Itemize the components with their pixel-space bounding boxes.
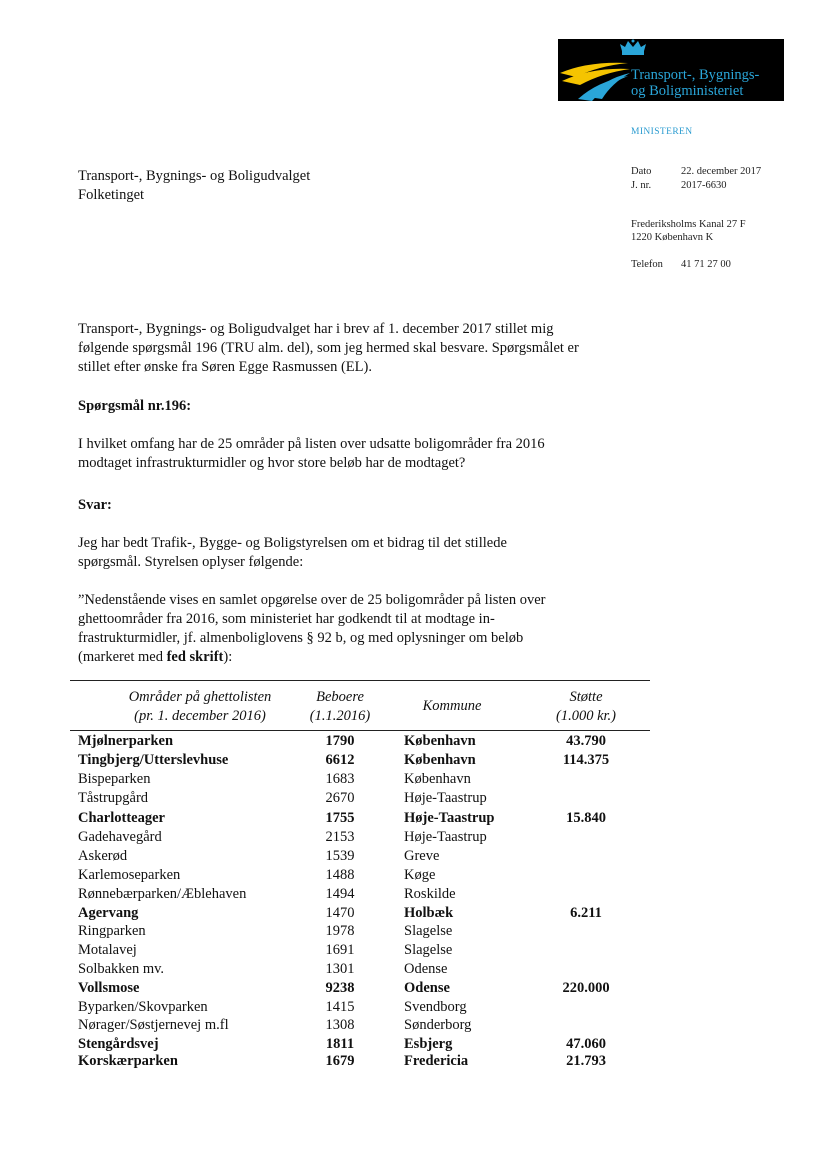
cell-support: 15.840 (566, 810, 606, 826)
cell-residents: 6612 (325, 752, 355, 768)
case-number-value: 2017-6630 (681, 180, 727, 191)
recipient-line1: Transport-, Bygnings- og Boligudvalget (78, 168, 311, 184)
header-residents-line1: Beboere (316, 689, 364, 705)
cell-area: Ringparken (78, 923, 146, 939)
question-paragraph: I hvilket omfang har de 25 områder på listen over udsatte boligområder fra 2016 modtaget infrastrukturmidler og hvor store beløb har de modtaget? (78, 436, 545, 471)
question-heading: Spørgsmål nr.196: (78, 398, 192, 414)
header-areas (100, 688, 300, 726)
cell-municipality: København (404, 733, 476, 749)
cell-municipality: Høje-Taastrup (404, 790, 487, 806)
cell-residents: 1790 (325, 733, 355, 749)
cell-area: Byparken/Skovparken (78, 999, 208, 1015)
header-municipality: Kommune (422, 698, 482, 714)
cell-area: Nørager/Søstjernevej m.fl (78, 1017, 229, 1033)
case-number-label: J. nr. (631, 180, 652, 191)
header-residents (300, 688, 380, 726)
logo-text-line2: og Boligministeriet (631, 83, 744, 99)
quote-paragraph (78, 591, 583, 667)
cell-municipality: København (404, 752, 476, 768)
cell-area: Stengårdsvej (78, 1036, 159, 1052)
table-row (0, 1017, 827, 1036)
recipient-line2: Folketinget (78, 187, 145, 203)
cell-residents: 1470 (325, 905, 355, 921)
cell-residents: 1755 (325, 810, 355, 826)
cell-residents: 1978 (325, 923, 355, 939)
cell-residents: 1683 (325, 771, 355, 787)
table-row (0, 886, 827, 905)
cell-municipality: Fredericia (404, 1053, 469, 1069)
cell-area: Karlemoseparken (78, 867, 181, 883)
header-support-line1: Støtte (569, 689, 603, 705)
date-label: Dato (631, 166, 652, 177)
header-areas-line2: (pr. 1. december 2016) (134, 708, 266, 724)
table-row (0, 1053, 827, 1072)
address-line1: Frederiksholms Kanal 27 F (631, 219, 746, 230)
header-support (536, 688, 636, 726)
cell-area: Motalavej (78, 942, 137, 958)
cell-area: Bispeparken (78, 771, 151, 787)
cell-residents: 1539 (325, 848, 355, 864)
cell-municipality: Køge (404, 867, 436, 883)
cell-area: Gadehavegård (78, 829, 162, 845)
table-row (0, 923, 827, 942)
table-row (0, 980, 827, 999)
cell-municipality: Slagelse (404, 942, 453, 958)
table-row (0, 810, 827, 829)
cell-area: Mjølnerparken (78, 733, 174, 749)
cell-municipality: Høje-Taastrup (404, 810, 495, 826)
cell-residents: 1301 (325, 961, 355, 977)
phone-label: Telefon (631, 259, 663, 270)
quote-bold-text: fed skrift (166, 649, 224, 665)
table-row (0, 942, 827, 961)
sender-label: MINISTEREN (631, 127, 693, 137)
cell-municipality: Roskilde (404, 886, 456, 902)
answer-paragraph: Jeg har bedt Trafik-, Bygge- og Boligstyrelsen om et bidrag til det stillede spørgsmål. Styrelsen oplyser følgende: (78, 535, 507, 570)
header-areas-line1: Områder på ghettolisten (128, 689, 272, 705)
table-row (0, 790, 827, 809)
address-line2: 1220 København K (631, 232, 714, 243)
cell-support: 21.793 (566, 1053, 606, 1069)
cell-municipality: Svendborg (404, 999, 467, 1015)
table-row (0, 752, 827, 771)
table-row (0, 905, 827, 924)
table-row (0, 867, 827, 886)
answer-heading: Svar: (78, 497, 112, 513)
table-row (0, 829, 827, 848)
cell-area: Agervang (78, 905, 139, 921)
cell-residents: 2153 (325, 829, 355, 845)
cell-area: Rønnebærparken/Æblehaven (78, 886, 247, 902)
cell-residents: 9238 (325, 980, 355, 996)
cell-municipality: Esbjerg (404, 1036, 453, 1052)
cell-municipality: København (404, 771, 471, 787)
cell-area: Charlotteager (78, 810, 165, 826)
quote-text-start: ”Nedenstående vises en samlet opgørelse over de 25 boligområder på listen over ghettoområder fra 2016, som ministeriet har godkendt til at modtage in-frastrukturmidler, jf. almenboliglovens § 92 b, og med oplysninger om beløb (markeret med (78, 592, 546, 665)
cell-area: Tåstrupgård (78, 790, 149, 806)
table-row (0, 999, 827, 1018)
cell-residents: 1494 (325, 886, 355, 902)
cell-support: 114.375 (562, 752, 610, 768)
table-row (0, 961, 827, 980)
cell-residents: 1308 (325, 1017, 355, 1033)
ministry-logo (558, 39, 784, 101)
cell-area: Tingbjerg/Utterslevhuse (78, 752, 229, 768)
cell-municipality: Slagelse (404, 923, 453, 939)
logo-text-line1: Transport-, Bygnings- (631, 67, 760, 83)
table-header-rule (70, 730, 650, 731)
header-support-line2: (1.000 kr.) (555, 708, 616, 724)
cell-municipality: Holbæk (404, 905, 454, 921)
quote-text-end: ): (223, 649, 233, 665)
table-row (0, 771, 827, 790)
cell-municipality: Høje-Taastrup (404, 829, 487, 845)
cell-residents: 1415 (325, 999, 355, 1015)
cell-residents: 2670 (325, 790, 355, 806)
cell-support: 47.060 (566, 1036, 606, 1052)
cell-area: Askerød (78, 848, 128, 864)
table-row (0, 848, 827, 867)
header-residents-line2: (1.1.2016) (309, 708, 371, 724)
cell-area: Korskærparken (78, 1053, 178, 1069)
phone-value: 41 71 27 00 (681, 259, 731, 270)
cell-municipality: Odense (404, 980, 450, 996)
cell-residents: 1679 (325, 1053, 355, 1069)
cell-area: Vollsmose (78, 980, 140, 996)
cell-municipality: Greve (404, 848, 440, 864)
cell-municipality: Sønderborg (404, 1017, 472, 1033)
cell-municipality: Odense (404, 961, 448, 977)
cell-support: 220.000 (562, 980, 610, 996)
cell-support: 6.211 (570, 905, 602, 921)
table-row (0, 733, 827, 752)
table-top-rule (70, 680, 650, 681)
cell-residents: 1488 (325, 867, 355, 883)
cell-support: 43.790 (566, 733, 606, 749)
cell-residents: 1811 (325, 1036, 355, 1052)
cell-residents: 1691 (325, 942, 355, 958)
intro-paragraph: Transport-, Bygnings- og Boligudvalget har i brev af 1. december 2017 stillet mig følgende spørgsmål 196 (TRU alm. del), som jeg hermed skal besvare. Spørgsmålet er stillet efter ønske fra Søren Egge Rasmussen (EL). (78, 321, 579, 375)
date-value: 22. december 2017 (681, 166, 762, 177)
cell-area: Solbakken mv. (78, 961, 165, 977)
